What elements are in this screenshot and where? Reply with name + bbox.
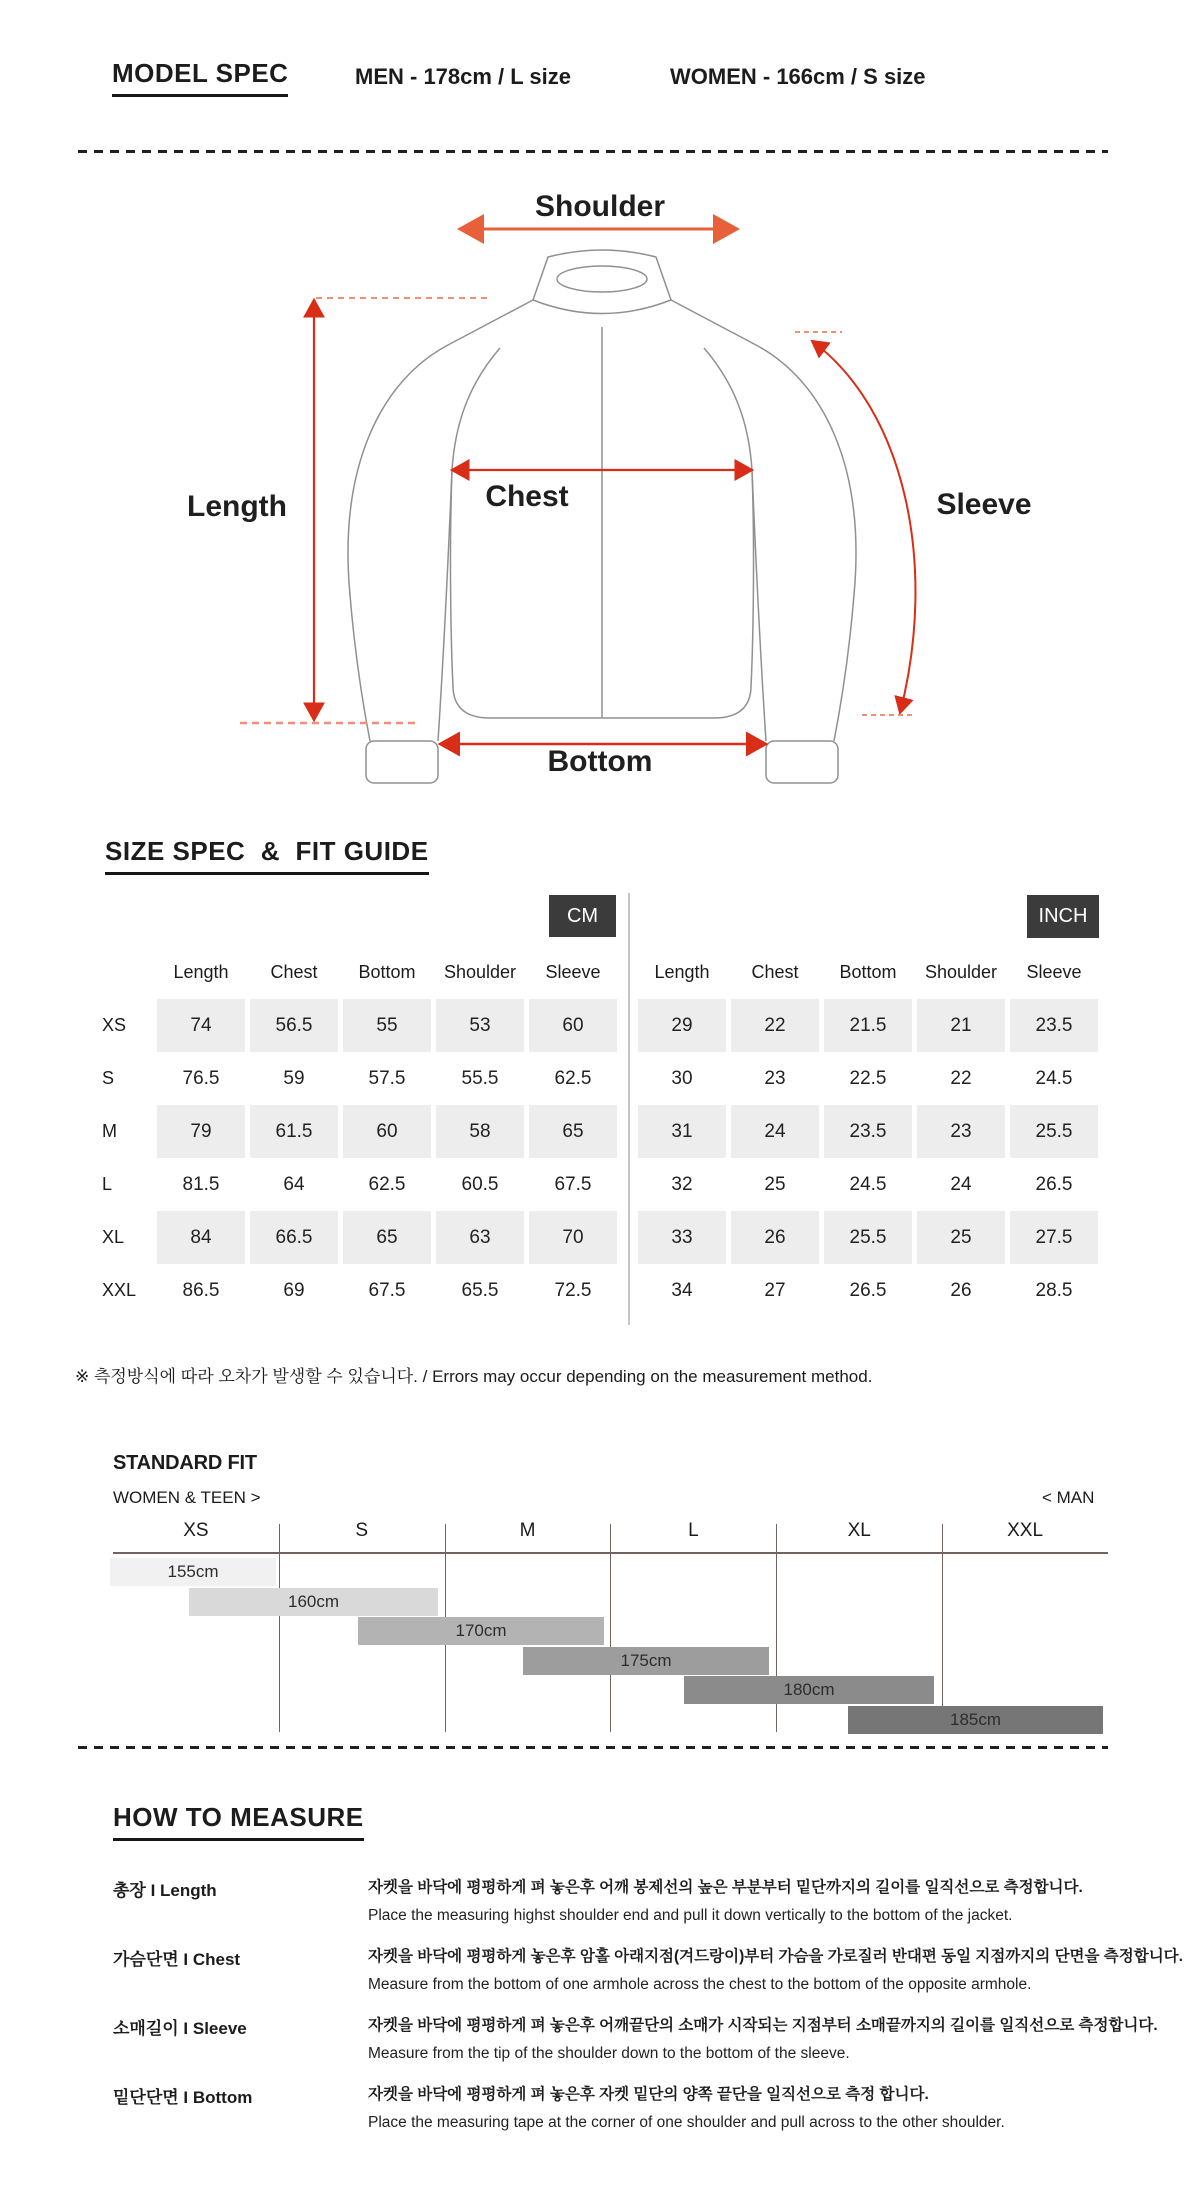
cm-cell: 60 xyxy=(529,999,617,1052)
fit-bar-185 xyxy=(848,1706,1103,1734)
fit-bar-180 xyxy=(684,1676,934,1704)
cm-cell: 69 xyxy=(283,1279,305,1301)
inch-cell: 33 xyxy=(638,1211,726,1264)
inch-cell: 24.5 xyxy=(849,1173,887,1195)
cm-cell: 58 xyxy=(436,1105,524,1158)
fit-size: XL xyxy=(847,1520,871,1541)
measure-kr: 자켓을 바닥에 평평하게 펴 놓은후 어깨 봉제선의 높은 부분부터 밑단까지의 길이를 일직선으로 측정합니다. xyxy=(368,1879,1083,1896)
cm-cell: 79 xyxy=(157,1105,245,1158)
cm-cell: 67.5 xyxy=(554,1173,592,1195)
measure-en: Place the measuring highst shoulder end and pull it down vertically to the bottom of the jacket. xyxy=(368,1907,1013,1924)
corner xyxy=(100,945,152,999)
cm-cell: 63 xyxy=(436,1211,524,1264)
inch-cell: 29 xyxy=(638,999,726,1052)
sleeve-label: Sleeve xyxy=(936,488,1032,521)
inch-cell: 25 xyxy=(764,1173,786,1195)
inch-cell: 25 xyxy=(917,1211,1005,1264)
bottom-dashed-divider xyxy=(78,1746,1108,1749)
inch-cell: 24 xyxy=(950,1173,972,1195)
inch-cell: 22 xyxy=(731,999,819,1052)
jacket-outline xyxy=(348,250,856,783)
cm-cell: 65 xyxy=(343,1211,431,1264)
chart-separator xyxy=(610,1524,611,1732)
inch-col-header: Sleeve xyxy=(1026,961,1082,982)
sleeve-arrow xyxy=(812,341,915,713)
inch-cell: 26 xyxy=(731,1211,819,1264)
cm-col-header: Sleeve xyxy=(545,961,601,982)
size-label: XXL xyxy=(102,1280,137,1300)
shoulder-label: Shoulder xyxy=(534,190,666,223)
cm-cell: 65.5 xyxy=(461,1279,499,1301)
jacket-diagram xyxy=(0,175,1200,795)
standard-fit-left-label: WOMEN & TEEN > xyxy=(113,1488,261,1507)
measure-term: 가슴단면 I Chest xyxy=(113,1950,241,1969)
cm-col-header: Chest xyxy=(270,961,318,982)
fit-size: XXL xyxy=(1007,1520,1044,1541)
measure-en: Measure from the tip of the shoulder down to the bottom of the sleeve. xyxy=(368,2045,850,2062)
inch-cell: 30 xyxy=(671,1067,693,1089)
measure-en: Place the measuring tape at the corner of one shoulder and pull across to the other shoulder. xyxy=(368,2114,1005,2131)
cm-badge-label: CM xyxy=(566,904,599,927)
fit-size: L xyxy=(688,1520,699,1541)
cm-cell: 67.5 xyxy=(368,1279,406,1301)
fit-bar-label: 160cm xyxy=(287,1592,340,1611)
length-label: Length xyxy=(187,490,287,523)
cm-cell: 62.5 xyxy=(368,1173,406,1195)
size-label: M xyxy=(102,1121,117,1141)
fit-bar-175 xyxy=(523,1647,769,1675)
cm-col-header: Bottom xyxy=(358,961,416,982)
inch-cell: 26.5 xyxy=(849,1279,887,1301)
cm-cell: 66.5 xyxy=(250,1211,338,1264)
cm-cell: 62.5 xyxy=(554,1067,592,1089)
inch-cell: 25.5 xyxy=(1010,1105,1098,1158)
inch-badge-label: INCH xyxy=(1038,905,1088,927)
measure-kr: 자켓을 바닥에 평평하게 놓은후 암홀 아래지점(겨드랑이)부터 가슴을 가로질러 반대편 동일 지점까지의 단면을 측정합니다. xyxy=(368,1948,1183,1965)
inch-col-header: Length xyxy=(654,961,710,982)
cm-badge xyxy=(549,895,616,937)
cm-cell: 56.5 xyxy=(250,999,338,1052)
cm-table xyxy=(100,945,617,1317)
measure-kr: 자켓을 바닥에 평평하게 펴 놓은후 어깨끝단의 소매가 시작되는 지점부터 소매끝까지의 길이를 일직선으로 측정합니다. xyxy=(368,2017,1158,2034)
measurement-note: ※ 측정방식에 따라 오차가 발생할 수 있습니다. / Errors may occur depending on the measurement method. xyxy=(75,1367,873,1386)
chart-separator xyxy=(942,1524,943,1732)
inch-cell: 23.5 xyxy=(824,1105,912,1158)
cm-cell: 55 xyxy=(343,999,431,1052)
cm-cell: 61.5 xyxy=(250,1105,338,1158)
cm-cell: 55.5 xyxy=(461,1067,499,1089)
measure-term: 총장 I Length xyxy=(113,1881,217,1900)
inch-cell: 24 xyxy=(731,1105,819,1158)
standard-fit-title: STANDARD FIT xyxy=(113,1452,257,1474)
cm-cell: 76.5 xyxy=(182,1067,220,1089)
inch-cell: 34 xyxy=(671,1279,693,1301)
fit-bar-label: 180cm xyxy=(783,1680,835,1699)
cm-cell: 60.5 xyxy=(461,1173,499,1195)
inch-cell: 21.5 xyxy=(824,999,912,1052)
fit-size: S xyxy=(355,1520,369,1541)
table-divider xyxy=(628,893,630,1325)
standard-fit-right-label: < MAN xyxy=(1042,1488,1095,1507)
inch-cell: 26 xyxy=(950,1279,972,1301)
fit-bar-label: 175cm xyxy=(620,1651,672,1670)
measure-term: 밑단단면 I Bottom xyxy=(113,2088,253,2107)
cm-col-header: Length xyxy=(173,961,229,982)
model-spec-title: MODEL SPEC xyxy=(112,58,288,97)
fit-size: XS xyxy=(183,1520,209,1541)
inch-col-header: Shoulder xyxy=(924,961,998,982)
measure-kr: 자켓을 바닥에 평평하게 펴 놓은후 자켓 밑단의 양쪽 끝단을 일직선으로 측정 합니다. xyxy=(368,2086,929,2103)
inch-cell: 23 xyxy=(764,1067,786,1089)
size-label: S xyxy=(102,1068,115,1088)
cm-cell: 53 xyxy=(436,999,524,1052)
cm-cell: 84 xyxy=(157,1211,245,1264)
size-label: L xyxy=(102,1174,113,1194)
inch-cell: 28.5 xyxy=(1035,1279,1073,1301)
cm-col-header: Shoulder xyxy=(443,961,517,982)
cm-cell: 74 xyxy=(157,999,245,1052)
fit-bar-160 xyxy=(189,1588,438,1616)
cm-cell: 86.5 xyxy=(182,1279,220,1301)
cm-cell: 64 xyxy=(283,1173,305,1195)
cm-cell: 81.5 xyxy=(182,1173,220,1195)
standard-fit-chart xyxy=(113,1520,1108,1734)
cm-cell: 60 xyxy=(343,1105,431,1158)
cm-cell: 57.5 xyxy=(368,1067,406,1089)
inch-table xyxy=(638,945,1098,1317)
cm-cell: 59 xyxy=(283,1067,305,1089)
fit-bar-170 xyxy=(358,1617,604,1645)
inch-cell: 22.5 xyxy=(849,1067,887,1089)
model-spec-women: WOMEN - 166cm / S size xyxy=(670,64,926,89)
model-spec-men: MEN - 178cm / L size xyxy=(355,64,572,89)
how-to-measure-title: HOW TO MEASURE xyxy=(113,1802,364,1841)
size-spec-title: SIZE SPEC & FIT GUIDE xyxy=(105,836,429,875)
measure-en: Measure from the bottom of one armhole across the chest to the bottom of the opposite armhole. xyxy=(368,1976,1032,1993)
inch-cell: 21 xyxy=(917,999,1005,1052)
inch-cell: 23.5 xyxy=(1010,999,1098,1052)
inch-cell: 27.5 xyxy=(1010,1211,1098,1264)
fit-bar-label: 185cm xyxy=(949,1710,1002,1729)
fit-bar-label: 155cm xyxy=(167,1562,219,1581)
cm-cell: 72.5 xyxy=(554,1279,592,1301)
inch-cell: 32 xyxy=(671,1173,693,1195)
cm-cell: 70 xyxy=(529,1211,617,1264)
size-label: XS xyxy=(102,1015,127,1035)
size-label: XL xyxy=(102,1227,125,1247)
fit-size: M xyxy=(519,1520,536,1541)
inch-col-header: Chest xyxy=(751,961,799,982)
inch-cell: 25.5 xyxy=(824,1211,912,1264)
inch-cell: 23 xyxy=(917,1105,1005,1158)
inch-cell: 22 xyxy=(950,1067,972,1089)
top-dashed-divider xyxy=(78,150,1108,153)
chart-separator xyxy=(279,1524,280,1732)
fit-bar-label: 170cm xyxy=(455,1621,507,1640)
inch-cell: 27 xyxy=(764,1279,786,1301)
cm-cell: 65 xyxy=(529,1105,617,1158)
chest-label: Chest xyxy=(485,480,569,513)
inch-cell: 31 xyxy=(638,1105,726,1158)
bottom-label: Bottom xyxy=(547,745,653,778)
fit-bar-155 xyxy=(110,1558,276,1586)
measure-term: 소매길이 I Sleeve xyxy=(113,2019,247,2038)
inch-badge xyxy=(1027,895,1099,938)
inch-cell: 26.5 xyxy=(1035,1173,1073,1195)
inch-cell: 24.5 xyxy=(1035,1067,1073,1089)
inch-col-header: Bottom xyxy=(839,961,897,982)
